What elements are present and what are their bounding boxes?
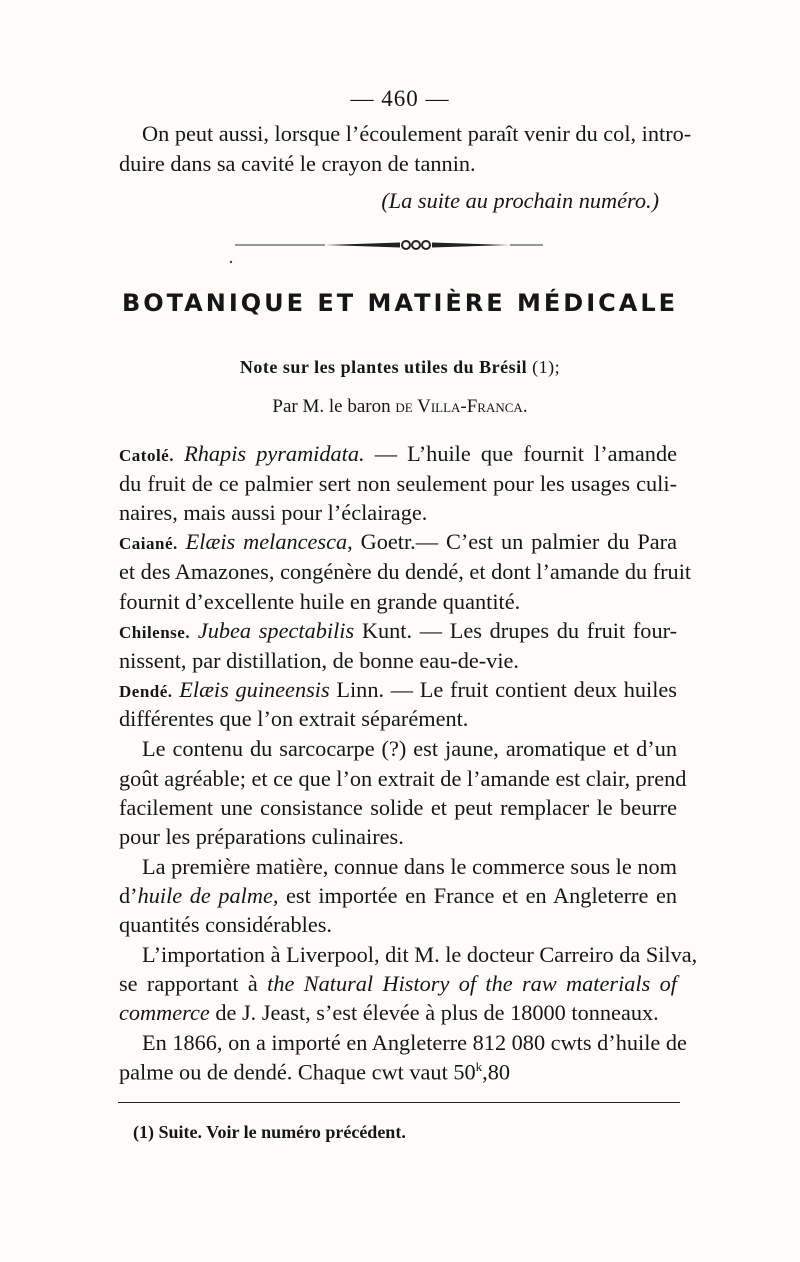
author-name: de Villa-Franca.: [395, 396, 528, 417]
species-name: Jubea spectabilis: [197, 618, 355, 643]
footnote-rule: [118, 1102, 680, 1103]
paragraph-line: [119, 971, 677, 997]
text-run: d’: [119, 883, 138, 908]
text-run: se rapportant à: [119, 971, 268, 996]
page-number: — 460 —: [350, 86, 450, 111]
paragraph-line: [119, 1059, 677, 1085]
superscript: k: [475, 1059, 483, 1074]
continued-note: (La suite au prochain numéro.): [381, 188, 659, 213]
species-name: Elæis melancesca,: [185, 529, 353, 554]
paragraph-line: facilement une consistance solide et peut remplacer le beurre: [119, 795, 677, 820]
intro-line: On peut aussi, lorsque l’écoulement paraît venir du col, intro-: [142, 121, 692, 146]
entry-text: Goetr.— C’est un palmier du Para: [352, 529, 678, 554]
intro-line: duire dans sa cavité le crayon de tannin.: [119, 151, 476, 176]
footnote: (1) Suite. Voir le numéro précédent.: [133, 1122, 406, 1142]
paragraph-line: [119, 1000, 677, 1026]
paragraph-line: L’importation à Liverpool, dit M. le docteur Carreiro da Silva,: [142, 942, 698, 967]
entry-catole: [119, 441, 677, 467]
entry-chilense: [119, 618, 677, 644]
text-run: de J. Jeast, s’est élevée à plus de 18000 tonneaux.: [209, 1000, 659, 1025]
entry-line: nissent, par distillation, de bonne eau-de-vie.: [119, 648, 519, 673]
italic-run: the Natural History of the raw materials of: [267, 971, 677, 996]
paragraph-line: pour les préparations culinaires.: [119, 824, 404, 849]
paragraph-line: La première matière, connue dans le commerce sous le nom: [142, 854, 677, 879]
paragraph-line: quantités considérables.: [119, 912, 332, 937]
note-title-text: Note sur les plantes utiles du Brésil: [239, 357, 528, 377]
species-name: Elæis guineensis: [179, 677, 330, 702]
text-run: est importée en France et en Angleterre en: [278, 883, 677, 908]
text-run: ,80: [482, 1059, 511, 1085]
paragraph-line: goût agréable; et ce que l’on extrait de l’amande est clair, prend: [119, 766, 687, 791]
species-name: Rhapis pyramidata.: [184, 441, 365, 466]
entry-line: du fruit de ce palmier sert non seulement pour les usages culi-: [119, 471, 677, 496]
entry-caiane: [119, 529, 677, 555]
paragraph-line: [119, 883, 677, 909]
note-title: [0, 357, 800, 378]
entry-label: Caiané.: [119, 534, 178, 553]
entry-line: et des Amazones, congénère du dendé, et dont l’amande du fruit: [119, 559, 692, 584]
entry-label: Dendé.: [119, 682, 173, 701]
entry-dende: [119, 677, 677, 703]
section-title: BOTANIQUE ET MATIÈRE MÉDICALE: [121, 289, 679, 317]
italic-run: huile de palme,: [137, 883, 279, 908]
paragraph-line: En 1866, on a importé en Angleterre 812 080 cwts d’huile de: [142, 1030, 687, 1055]
entry-label: Catolé.: [119, 446, 174, 465]
paragraph-line: Le contenu du sarcocarpe (?) est jaune, aromatique et d’un: [142, 736, 677, 761]
italic-run: commerce: [119, 1000, 210, 1025]
entry-line: différentes que l’on extrait séparément.: [119, 706, 469, 731]
entry-line: naires, mais aussi pour l’éclairage.: [119, 500, 428, 525]
byline: [0, 396, 800, 418]
entry-text: Kunt. — Les drupes du fruit four-: [354, 618, 678, 643]
entry-label: Chilense.: [119, 623, 191, 642]
footnote-ref: (1);: [527, 357, 561, 377]
byline-prefix: Par M. le baron: [272, 396, 391, 417]
entry-text: Linn. — Le fruit contient deux huiles: [329, 677, 677, 702]
entry-line: fournit d’excellente huile en grande quantité.: [119, 589, 521, 614]
text-run: palme ou de dendé. Chaque cwt vaut 50: [119, 1059, 476, 1085]
entry-text: — L’huile que fournit l’amande: [364, 441, 678, 466]
ornament-divider: [225, 236, 555, 266]
